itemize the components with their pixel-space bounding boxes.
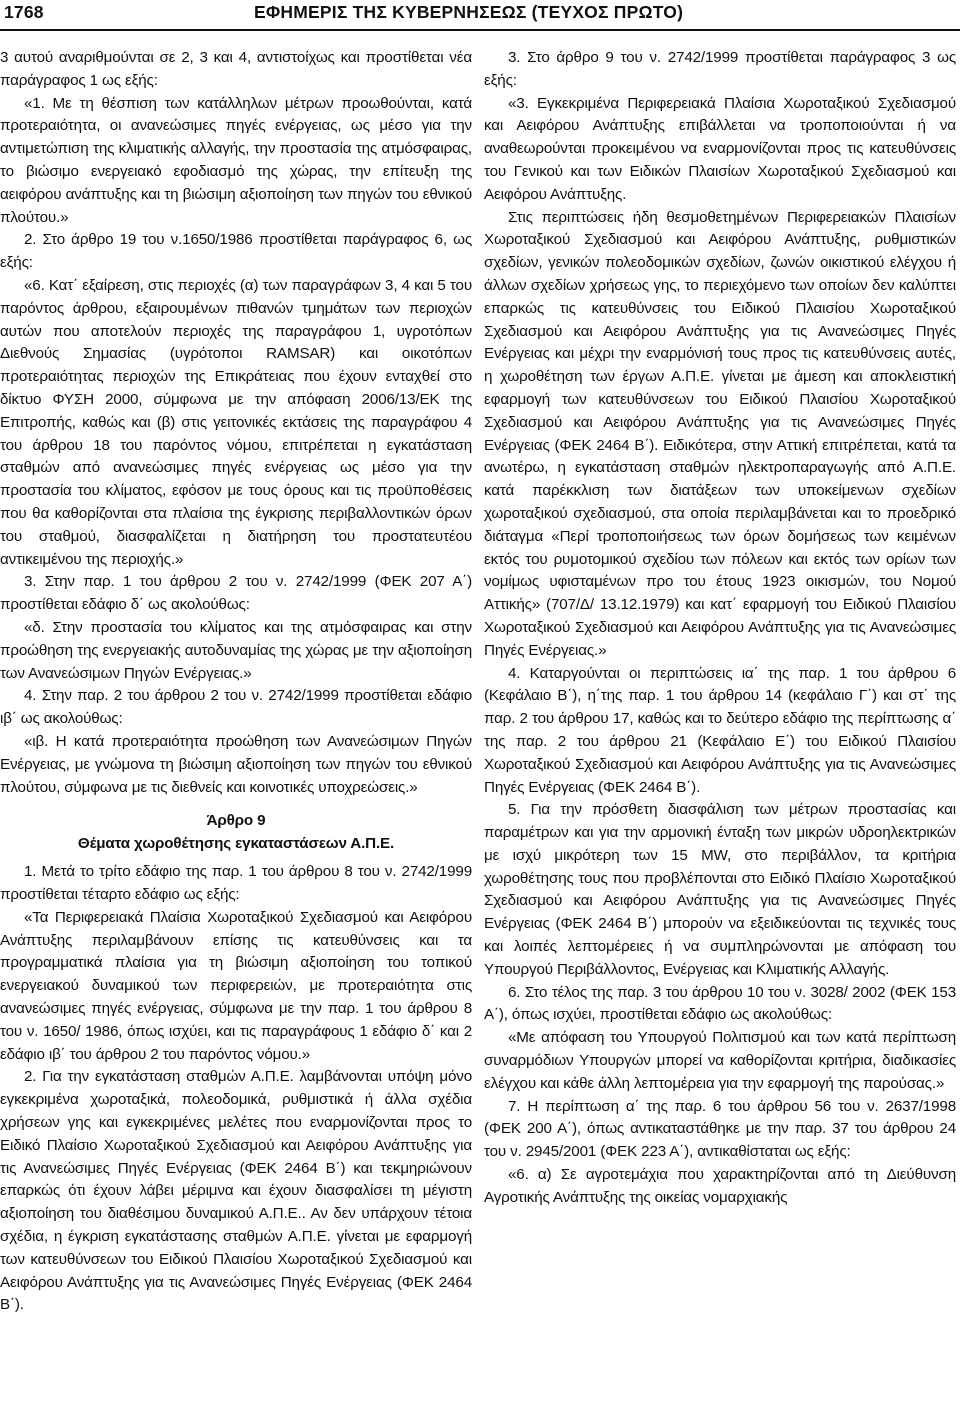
paragraph: «Με απόφαση του Υπουργού Πολιτισμού και των κατά περίπτωση συναρμόδιων Υπουργών μπορεί να καθορίζονται κριτήρια, διαδικασίες ελέγχου και κάθε άλλη λεπτομέρεια για την εφαρμογή της παρούσας.»	[484, 1029, 956, 1092]
paragraph: 6. Στο τέλος της παρ. 3 του άρθρου 10 του ν. 3028/ 2002 (ΦΕΚ 153 Α΄), όπως ισχύει, προστίθεται εδάφιο ως ακολούθως:	[484, 983, 956, 1024]
paragraph: 2. Στο άρθρο 19 του ν.1650/1986 προστίθεται παράγραφος 6, ως εξής:	[0, 231, 472, 272]
paragraph: 4. Στην παρ. 2 του άρθρου 2 του ν. 2742/1999 προστίθεται εδάφιο ιβ΄ ως ακολούθως:	[0, 687, 472, 728]
paragraph: «6. α) Σε αγροτεμάχια που χαρακτηρίζονται από τη Διεύθυνση Αγροτικής Ανάπτυξης της οικείας νομαρχιακής	[484, 1166, 956, 1206]
paragraph: «3. Εγκεκριμένα Περιφερειακά Πλαίσια Χωροταξικού Σχεδιασμού και Αειφόρου Ανάπτυξης επιβάλλεται να τροποποιούνται ή να αναθεωρούνται προκειμένου να εναρμονίζονται προς τις κατευθύνσεις του Γενικού και των Ειδικών Πλαισίων Χωροταξικού Σχεδιασμού και Αειφόρου Ανάπτυξης.	[484, 94, 956, 203]
paragraph: 2. Για την εγκατάσταση σταθμών Α.Π.Ε. λαμβάνονται υπόψη μόνο εγκεκριμένα χωροταξικά, πολεοδομικά, ρυθμιστικά ή άλλα σχέδια χρήσεων γης και εγκεκριμένες μελέτες που εναρμονίζονται προς το Ειδικό Πλαίσιο Χωροταξικού Σχεδιασμού και Αειφόρου Ανάπτυξης για τις Ανανεώσιμες Πηγές Ενέργειας (ΦΕΚ 2464 Β΄) και τεκμηριώνουν επαρκώς ότι έχουν λάβει μέριμνα και έχουν διασφαλίσει τη μέγιστη αξιοποίηση του διαθέσιμου δυναμικού Α.Π.Ε.. Αν δεν υπάρχουν τέτοια σχέδια, η έγκριση εγκατάστασης σταθμών Α.Π.Ε. γίνεται με εφαρμογή των κατευθύνσεων του Ειδικού Πλαισίου Χωροταξικού Σχεδιασμού και Αειφόρου Ανάπτυξης για τις Ανανεώσιμες Πηγές Ενέργειας (ΦΕΚ 2464 Β΄).	[0, 1068, 472, 1314]
paragraph: «1. Με τη θέσπιση των κατάλληλων μέτρων προωθούνται, κατά προτεραιότητα, οι ανανεώσιμες πηγές ενέργειας, ως μέσο για την αντιμετώπιση της κλιματικής αλλαγής, την προστασία της ατμόσφαιρας, το βιώσιμο ενεργειακό εφοδιασμό της χώρας, την επίτευξη της αειφόρου ανάπτυξης και τη βιώσιμη αξιοποίηση των πηγών του εθνικού πλούτου.»	[0, 94, 472, 226]
header-rule	[0, 29, 960, 31]
paragraph: 7. Η περίπτωση α΄ της παρ. 6 του άρθρου 56 του ν. 2637/1998 (ΦΕΚ 200 Α΄), όπως αντικαταστάθηκε με την παρ. 37 του άρθρου 24 του ν. 2945/2001 (ΦΕΚ 223 Α΄), αντικαθίσταται ως εξής:	[484, 1097, 956, 1161]
paragraph: «δ. Στην προστασία του κλίματος και της ατμόσφαιρας και στην προώθηση της ενεργειακής αυτοδυναμίας της χώρας με την αξιοποίηση των Ανανεώσιμων Πηγών Ενέργειας.»	[0, 618, 472, 682]
paragraph: 1. Μετά το τρίτο εδάφιο της παρ. 1 του άρθρου 8 του ν. 2742/1999 προστίθεται τέταρτο εδάφιο ως εξής:	[0, 863, 472, 904]
right-column	[484, 47, 956, 1210]
article-number: Άρθρο 9	[206, 812, 266, 830]
paragraph: 4. Καταργούνται οι περιπτώσεις ια΄ της παρ. 1 του άρθρου 6 (Κεφάλαιο Β΄), η΄της παρ. 1 του άρθρου 14 (κεφάλαιο Γ΄) και στ΄ της παρ. 2 του άρθρου 17, καθώς και το δεύτερο εδάφιο της περίπτωσης α΄ της παρ. 2 του άρθρου 21 (Κεφάλαιο Ε΄) του Ειδικού Πλαισίου Χωροταξικού Σχεδιασμού και Αειφόρου Ανάπτυξης για τις Ανανεώσιμες Πηγές Ενέργειας (ΦΕΚ 2464 Β΄).	[484, 664, 956, 796]
paragraph: Στις περιπτώσεις ήδη θεσμοθετημένων Περιφερειακών Πλαισίων Χωροταξικού Σχεδιασμού και Αειφόρου Ανάπτυξης, ρυθμιστικών σχεδίων, γενικών πολεοδομικών σχεδίων, ζωνών οικιστικού ελέγχου ή άλλων σχεδίων χρήσεως γης, το περιεχόμενο των οποίων δεν καλύπτει επαρκώς τις κατευθύνσεις του Ειδικού Πλαισίου Χωροταξικού Σχεδιασμού και Αειφόρου Ανάπτυξης για τις Ανανεώσιμες Πηγές Ενέργειας και μέχρι την εναρμόνισή τους προς τις κατευθύνσεις αυτές, η χωροθέτηση των έργων Α.Π.Ε. γίνεται με άμεση και αποκλειστική εφαρμογή των κατευθύνσεων του Ειδικού Πλαισίου Χωροταξικού Σχεδιασμού και Αειφόρου Ανάπτυξης για τις Ανανεώσιμες Πηγές Ενέργειας (ΦΕΚ 2464 Β΄). Ειδικότερα, στην Αττική επιτρέπεται, κατά τα ανωτέρω, η εγκατάσταση σταθμών ηλεκτροπαραγωγής από Α.Π.Ε. κατά παρέκκλιση των διατάξεων των υποκείμενων σχεδίων χωροταξικού σχεδιασμού, στα οποία περιλαμβάνεται και το προεδρικό διάταγμα «Περί τροποποιήσεως των όρων δομήσεως των κειμένων εκτός του ρυμοτομικού σχεδίου των πόλεων και εκτός των ορίων των νομίμως υφισταμένων προ του έτους 1923 οικισμών, του Νομού Αττικής» (707/Δ/ 13.12.1979) και κατ΄ εφαρμογή του Ειδικού Πλαισίου Χωροταξικού Σχεδιασμού και Αειφόρου Ανάπτυξης για τις Ανανεώσιμες Πηγές Ενέργειας.»	[484, 208, 956, 659]
running-title: ΕΦΗΜΕΡΙΣ ΤΗΣ ΚΥΒΕΡΝΗΣΕΩΣ (ΤΕΥΧΟΣ ΠΡΩΤΟ)	[254, 2, 684, 22]
paragraph: «ιβ. Η κατά προτεραιότητα προώθηση των Ανανεώσιμων Πηγών Ενέργειας, με γνώμονα τη βιώσιμη αξιοποίηση των πηγών του εθνικού πλούτου, σύμφωνα με τις διεθνείς και κοινοτικές υποχρεώσεις.»	[0, 732, 472, 796]
article-heading	[0, 809, 472, 855]
paragraph: 3 αυτού αναριθμούνται σε 2, 3 και 4, αντιστοίχως και προστίθεται νέα παράγραφος 1 ως εξής:	[0, 49, 472, 89]
paragraph: 5. Για την πρόσθετη διασφάλιση των μέτρων προστασίας και παραμέτρων και για την αρμονική ένταξη των μικρών υδροηλεκτρικών με ισχύ μικρότερη των 15 MW, στο περιβάλλον, τα κριτήρια χωροθέτησης τους που προβλέπονται στο Ειδικό Πλαίσιο Χωροταξικού Σχεδιασμού και Αειφόρου Ανάπτυξης για τις Ανανεώσιμες Πηγές Ενέργειας (ΦΕΚ 2464 Β΄) μπορούν να εξειδικεύονται τις τεχνικές τους και λοιπές λεπτομέρειες ή να συμπληρώνονται με απόφαση του Υπουργού Περιβάλλοντος, Ενέργειας και Κλιματικής Αλλαγής.	[484, 801, 956, 978]
article-title: Θέματα χωροθέτησης εγκαταστάσεων Α.Π.Ε.	[77, 835, 395, 853]
paragraph: 3. Στο άρθρο 9 του ν. 2742/1999 προστίθεται παράγραφος 3 ως εξής:	[484, 49, 956, 89]
paragraph: «6. Κατ΄ εξαίρεση, στις περιοχές (α) των παραγράφων 3, 4 και 5 του παρόντος άρθρου, εξαιρουμένων πιθανών τμημάτων των περιοχών αυτών που αποτελούν περιοχές της παραγράφου 1, υγροτόπων Διεθνούς Σημασίας (υγρότοποι RAMSAR) και οικοτόπων προτεραιότητας περιοχών της Επικράτειας που έχουν ενταχθεί στο δίκτυο ΦΥΣΗ 2000, σύμφωνα με την απόφαση 2006/13/ΕΚ της Επιτροπής, καθώς και (β) στις γειτονικές εκτάσεις της παραγράφου 4 του άρθρου 18 του παρόντος νόμου, επιτρέπεται η εγκατάσταση σταθμών από ανανεώσιμες πηγές ενέργειας ως μέσο για την προστασία του κλίματος, εφόσον με τους όρους και τις προϋποθέσεις που θα καθορίζονται στα πλαίσια της έγκρισης περιβαλλοντικών όρων του σταθμού, διασφαλίζεται η διατήρηση του προστατευτέου αντικειμένου της περιοχής.»	[0, 276, 472, 568]
paragraph: 3. Στην παρ. 1 του άρθρου 2 του ν. 2742/1999 (ΦΕΚ 207 Α΄) προστίθεται εδάφιο δ΄ ως ακολούθως:	[0, 573, 472, 614]
page-header	[0, 0, 960, 32]
left-column	[0, 47, 472, 1317]
page-number: 1768	[4, 2, 44, 22]
paragraph: «Τα Περιφερειακά Πλαίσια Χωροταξικού Σχεδιασμού και Αειφόρου Ανάπτυξης περιλαμβάνουν επίσης τις κατευθύνσεις και τα προγραμματικά πλαίσια για τη βιώσιμη αξιοποίηση του τοπικού ενεργειακού δυναμικού των περιφερειών, με προτεραιότητα στις ανανεώσιμες πηγές ενέργειας, σύμφωνα με την παρ. 1 του άρθρου 8 του ν. 1650/ 1986, όπως ισχύει, και τις παραγράφους 1 εδάφιο δ΄ και 2 εδάφιο ιβ΄ του άρθρου 2 του παρόντος νόμου.»	[0, 908, 472, 1063]
